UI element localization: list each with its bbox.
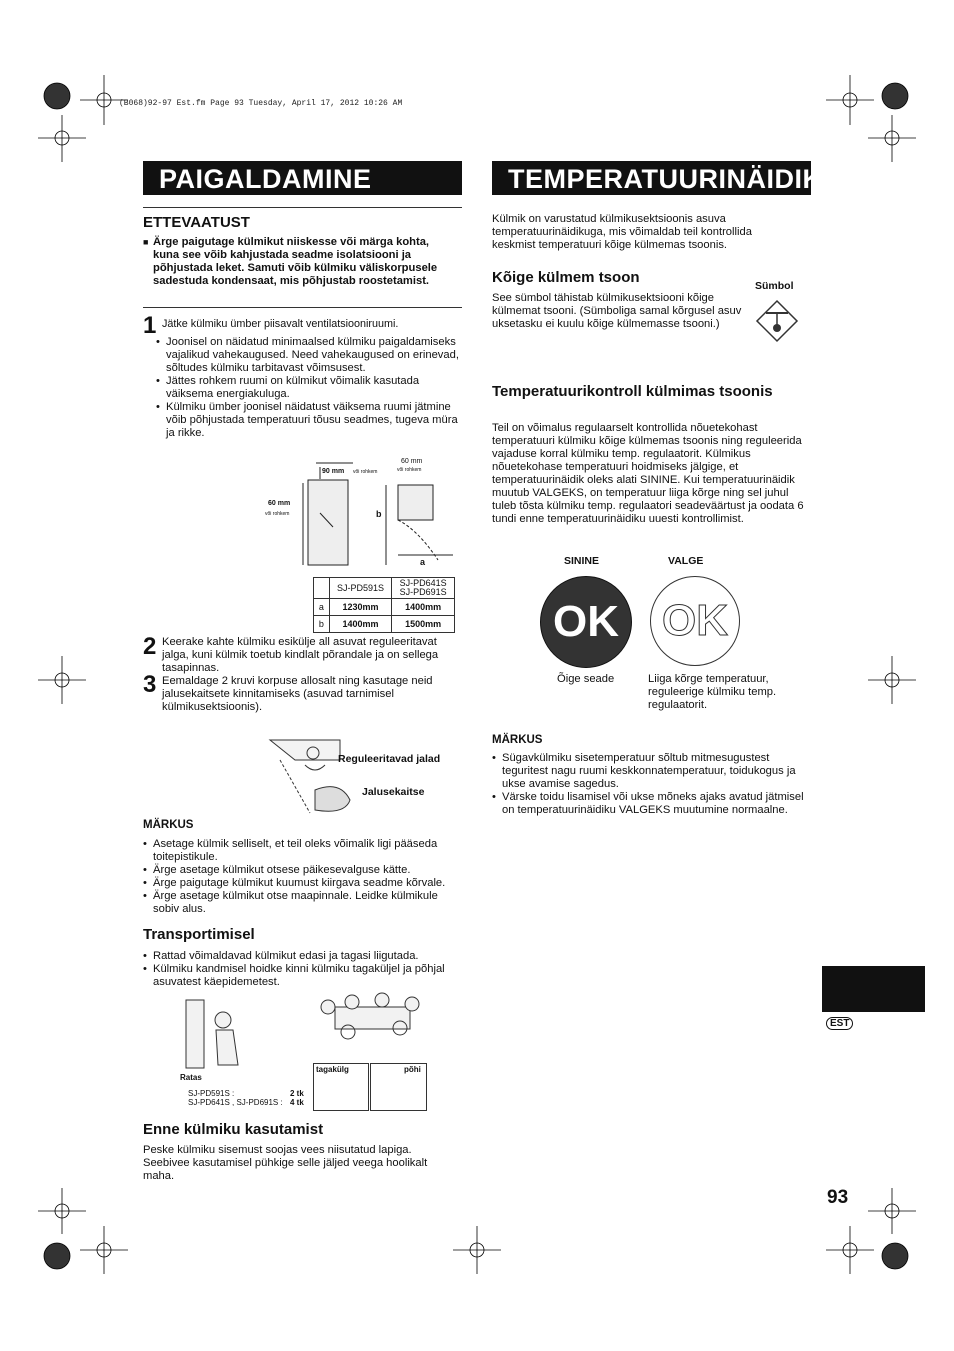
table-cell: 1500mm	[392, 616, 455, 633]
table-cell: b	[314, 616, 330, 633]
table-cell: SJ-PD591S	[329, 578, 392, 599]
table-cell: a	[314, 599, 330, 616]
table-header-row	[314, 578, 455, 599]
bullet-item: • Jättes rohkem ruumi on külmikut võimalik kasutada väiksema energiakuluga.	[156, 375, 462, 401]
table-cell: 1400mm	[392, 599, 455, 616]
table-row	[314, 616, 455, 633]
guard-label: Jalusekaitse	[362, 786, 425, 798]
note-heading: MÄRKUS	[492, 734, 543, 746]
feet-guard-illustration	[265, 725, 360, 820]
bullet-item: • Joonisel on näidatud minimaalsed külmiku paigaldamiseks vajalikud vahekaugused. Need vahekaugused on erinevad, sõltudes külmiku tarbitavast võimsusest.	[156, 336, 462, 375]
bullet-item: • Rattad võimaldavad külmikut edasi ja tagasi liigutada.	[143, 950, 458, 963]
ok-text: OK	[662, 596, 728, 645]
note-item: • Värske toidu lisamisel või ukse mõneks ajaks avatud jätmisel on temperatuurinäidiku VALGEKS muutumine normaalne.	[492, 791, 810, 817]
table-cell: 1230mm	[329, 599, 392, 616]
notes-list	[143, 838, 458, 916]
caution-heading: ETTEVAATUST	[143, 214, 250, 231]
notes-list	[492, 752, 810, 817]
language-badge: EST	[826, 1017, 853, 1030]
carrying-illustration	[310, 992, 430, 1058]
note-item: • Ärge asetage külmikut otse maapinnale. Leidke külmikule sobiv alus.	[143, 890, 458, 916]
models-qty-2: 4 tk	[290, 1098, 304, 1107]
ok-text: OK	[553, 597, 619, 646]
right-gap-label: 60 mm	[401, 458, 423, 465]
right-more-label: või rohkem	[397, 467, 422, 473]
table-row	[314, 599, 455, 616]
clearance-diagram	[258, 455, 463, 575]
dimensions-table	[313, 577, 455, 633]
caution-item: ■ Ärge paigutage külmikut niiskesse või märga kohta, kuna see võib kahjustada seadme isolatsiooni ja põhjustada leket. Samuti võib külmiku väliskorpusele sadestuda kondensaat, mis põhjustab roostetamist.	[143, 236, 448, 288]
before-use-text: Peske külmiku sisemust soojas vees niisutatud lapiga. Seebivee kasutamisel pühkige selle jäljed veega hoolikalt maha.	[143, 1144, 428, 1182]
divider	[143, 307, 462, 308]
wheels-label: Ratas	[180, 1073, 202, 1082]
step-number: 1	[143, 312, 157, 339]
control-heading: Temperatuurikontroll külmimas tsoonis	[492, 383, 773, 400]
side-gap-label: 60 mm	[268, 500, 291, 507]
step-number: 3	[143, 671, 157, 698]
before-use-heading: Enne külmiku kasutamist	[143, 1121, 324, 1138]
bullet-item: • Külmiku kandmisel hoidke kinni külmiku tagaküljel ja põhjal asuvatest käepidemetest.	[143, 963, 458, 989]
note-item: • Ärge asetage külmikut otsese päikesevalguse kätte.	[143, 864, 458, 877]
dim-a-label: a	[420, 557, 426, 567]
step-number: 2	[143, 633, 157, 660]
wheels-illustration	[178, 995, 248, 1075]
table-cell	[314, 578, 330, 599]
step1-bullets	[156, 336, 462, 440]
ok-indicator-blue	[540, 576, 632, 668]
side-tab-block	[822, 966, 925, 1012]
section-title-temperature: TEMPERATUURINÄIDIK	[492, 161, 811, 195]
bottom-label: põhi	[404, 1065, 421, 1074]
step1-text: Jätke külmiku ümber piisavalt ventilatsiooniruumi.	[162, 318, 399, 330]
side-more-label: või rohkem	[265, 511, 290, 517]
blue-label: SININE	[564, 555, 600, 567]
top-gap-label: 90 mm	[322, 468, 345, 475]
intro-text: Külmik on varustatud külmikusektsioonis asuva temperatuurinäidikuga, mis võimaldab teil kontrollida keskmist temperatuuri kõige külmemas tsoonis.	[492, 213, 752, 251]
note-item: • Ärge paigutage külmikut kuumust kiirgava seadme kõrvale.	[143, 877, 458, 890]
note-item: • Asetage külmik selliselt, et teil oleks võimalik ligi pääseda toitepistikule.	[143, 838, 458, 864]
divider	[143, 207, 462, 208]
coldest-text: See sümbol tähistab külmikusektsiooni kõige külmemat tsooni. (Sümboliga samal kõrgusel asuv uksetasku ei kuulu kõige külmemasse tsooni.)	[492, 292, 742, 330]
coldest-zone-symbol-icon	[754, 298, 800, 344]
control-text: Teil on võimalus regulaarselt kontrollida nõuetekohast temperatuuri külmiku kõige külmemas tsoonis ning reguleerida vajaduse korral külmiku temp. regulaatorit. Külmikus nõuetekohase temperatuuri hoidmiseks jälgige, et temperatuurinäidik oleks alati SININE. Kui temperatuurinäidik muutub VALGEKS, on temperatuur liiga kõrge ning sel juhul tuleb tõsta külmiku temp. regulaatori seadeväärtust ja oodata 6 tundi enne temperatuurinäidiku uuesti kontrollimist.	[492, 422, 804, 525]
step2-text: Keerake kahte külmiku esikülje all asuvat reguleeritavat jalga, kuni külmik toetub kindlalt põrandale ja on sellega tasapinnas.	[162, 636, 439, 674]
feet-label: Reguleeritavad jalad	[338, 753, 441, 765]
transport-list	[143, 950, 458, 989]
file-header: (B068)92-97 Est.fm Page 93 Tuesday, April 17, 2012 10:26 AM	[119, 99, 403, 108]
blue-caption: Õige seade	[557, 673, 615, 685]
models-qty-1: 2 tk	[290, 1089, 304, 1098]
top-more-label: või rohkem	[353, 469, 378, 475]
table-cell: SJ-PD641S SJ-PD691S	[392, 578, 455, 599]
table-cell: 1400mm	[329, 616, 392, 633]
white-caption: Liiga kõrge temperatuur, reguleerige külmiku temp. regulaatorit.	[648, 673, 777, 711]
back-label: tagakülg	[316, 1065, 349, 1074]
step3-text: Eemaldage 2 kruvi korpuse allosalt ning kasutage neid jalusekaitsete kinnitamiseks (asuvad tarnimisel külmikusektsioonis).	[162, 675, 433, 713]
white-label: VALGE	[668, 555, 704, 567]
coldest-heading: Kõige külmem tsoon	[492, 269, 640, 286]
note-heading: MÄRKUS	[143, 819, 194, 831]
symbol-label: Sümbol	[755, 280, 794, 292]
page-number: 93	[827, 1187, 849, 1208]
models-line-2: SJ-PD641S , SJ-PD691S :	[188, 1098, 283, 1107]
caution-list	[143, 236, 448, 288]
models-line-1: SJ-PD591S :	[188, 1089, 235, 1098]
note-item: • Sügavkülmiku sisetemperatuur sõltub mitmesugustest teguritest nagu ruumi keskkonnatemperatuur, toidukogus ja ukse avamise sagedus.	[492, 752, 810, 791]
ok-indicator-white	[650, 576, 740, 666]
section-title-installation: PAIGALDAMINE	[143, 161, 462, 195]
bullet-item: • Külmiku ümber joonisel näidatust väiksema ruumi jätmine võib põhjustada temperatuuri tõusu seadmes, tugeva müra ja rikke.	[156, 401, 462, 440]
dim-b-label: b	[376, 509, 382, 519]
transport-heading: Transportimisel	[143, 926, 255, 943]
